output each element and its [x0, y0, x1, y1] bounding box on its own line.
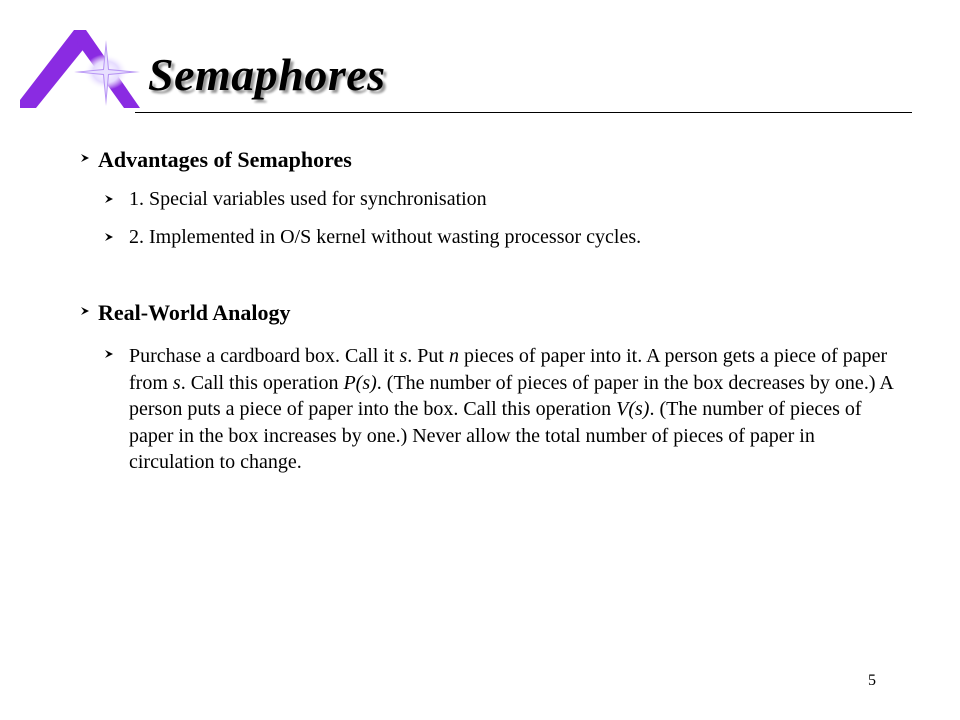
section-heading-advantages [80, 147, 352, 173]
section-heading-analogy [80, 300, 291, 326]
arrow-bullet-icon [80, 306, 98, 316]
analogy-text: Purchase a cardboard box. Call it s. Put n pieces of paper into it. A person gets a piece of paper from s. Call this operation P(s). (The number of pieces of paper in the box decreases by one.) A person puts a piece of paper into the box. Call this operation V(s). (The number of pieces of paper in the box increases by one.) Never allow the total number of pieces of paper in circulation to change. [129, 345, 893, 473]
list-item-text: 2. Implemented in O/S kernel without wasting processor cycles. [129, 226, 642, 248]
list-item [104, 188, 487, 211]
arrow-bullet-icon [80, 153, 98, 163]
section-heading-text: Real-World Analogy [98, 300, 291, 325]
analogy-paragraph [104, 343, 894, 476]
title-underline [135, 112, 912, 113]
arrow-bullet-icon [104, 349, 129, 359]
list-item [104, 226, 641, 249]
section-heading-text: Advantages of Semaphores [98, 147, 352, 172]
page-number: 5 [868, 672, 876, 689]
slide-title: Semaphores [148, 49, 386, 100]
list-item-text: 1. Special variables used for synchronisation [129, 188, 487, 210]
arrow-bullet-icon [104, 194, 129, 204]
arrow-bullet-icon [104, 232, 129, 242]
